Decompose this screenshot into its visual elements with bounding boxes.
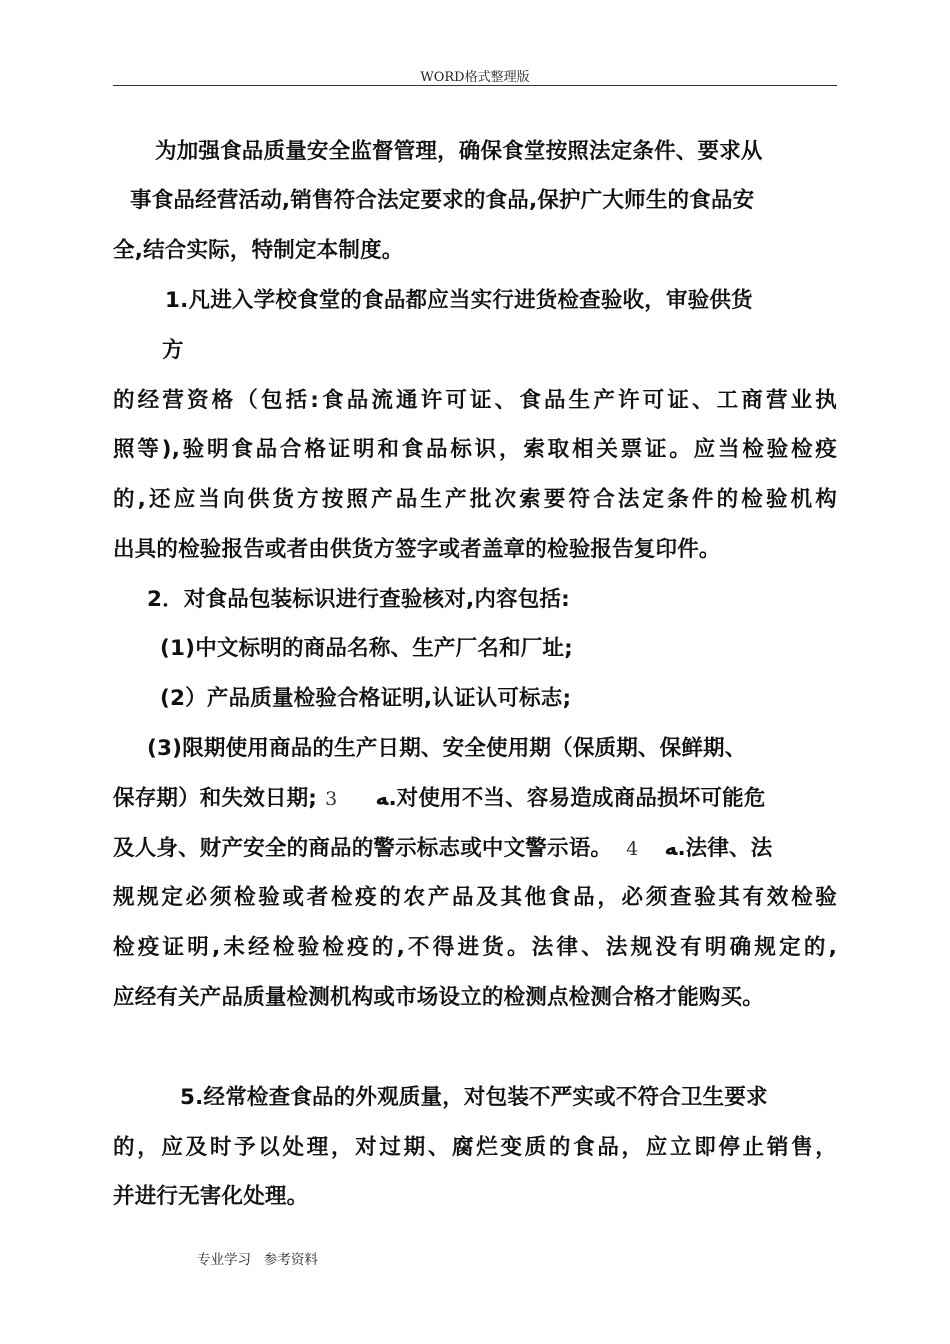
text-line: 的，应及时予以处理，对过期、腐烂变质的食品，应立即停止销售， — [113, 1135, 837, 1160]
header-divider — [113, 85, 837, 86]
text-line: 规规定必须检验或者检疫的农产品及其他食品，必须查验其有效检验 — [113, 885, 837, 910]
text-line: (1)中文标明的商品名称、生产厂名和厂址; — [160, 636, 573, 661]
text-segment: 及人身、财产安全的商品的警示标志或中文警示语。 — [113, 836, 613, 861]
text-line — [113, 834, 772, 864]
text-segment: ﻪ.对使用不当、容易造成商品损坏可能危 — [375, 786, 766, 811]
text-line: 2．对食品包装标识进行查验核对,内容包括: — [147, 587, 570, 612]
text-line: 1.凡进入学校食堂的食品都应当实行进货检查验收，审验供货 — [165, 288, 753, 313]
text-segment: ﻪ.法律、法 — [664, 836, 773, 861]
text-line: 全,结合实际，特制定本制度。 — [113, 238, 404, 263]
page-header: WORD格式整理版 — [420, 70, 530, 85]
text-line: 出具的检验报告或者由供货方签字或者盖章的检验报告复印件。 — [113, 537, 721, 562]
list-number: 3 — [325, 788, 338, 810]
text-line: 5.经常检查食品的外观质量，对包装不严实或不符合卫生要求 — [180, 1085, 768, 1110]
text-line: 事食品经营活动,销售符合法定要求的食品,保护广大师生的食品安 — [130, 188, 755, 213]
text-segment: 保存期）和失效日期; — [113, 786, 318, 811]
text-line: 为加强食品质量安全监督管理，确保食堂按照法定条件、要求从 — [155, 139, 763, 164]
text-line: (2）产品质量检验合格证明,认证认可标志; — [160, 686, 572, 711]
text-line: 检疫证明,未经检验检疫的,不得进货。法律、法规没有明确规定的, — [113, 935, 837, 960]
text-line: 照等),验明食品合格证明和食品标识，索取相关票证。应当检验检疫 — [113, 437, 837, 462]
page-footer: 专业学习 参考资料 — [197, 1252, 318, 1268]
text-line: 并进行无害化处理。 — [113, 1184, 309, 1209]
list-number: 4 — [626, 838, 639, 860]
text-line: 方 — [162, 338, 184, 363]
text-line: 的,还应当向供货方按照产品生产批次索要符合法定条件的检验机构 — [113, 487, 837, 512]
text-line — [113, 784, 766, 814]
text-line: 应经有关产品质量检测机构或市场设立的检测点检测合格才能购买。 — [113, 985, 765, 1010]
text-line: 的经营资格（包括:食品流通许可证、食品生产许可证、工商营业执 — [113, 388, 837, 413]
text-line: (3)限期使用商品的生产日期、安全使用期（保质期、保鲜期、 — [147, 736, 747, 761]
